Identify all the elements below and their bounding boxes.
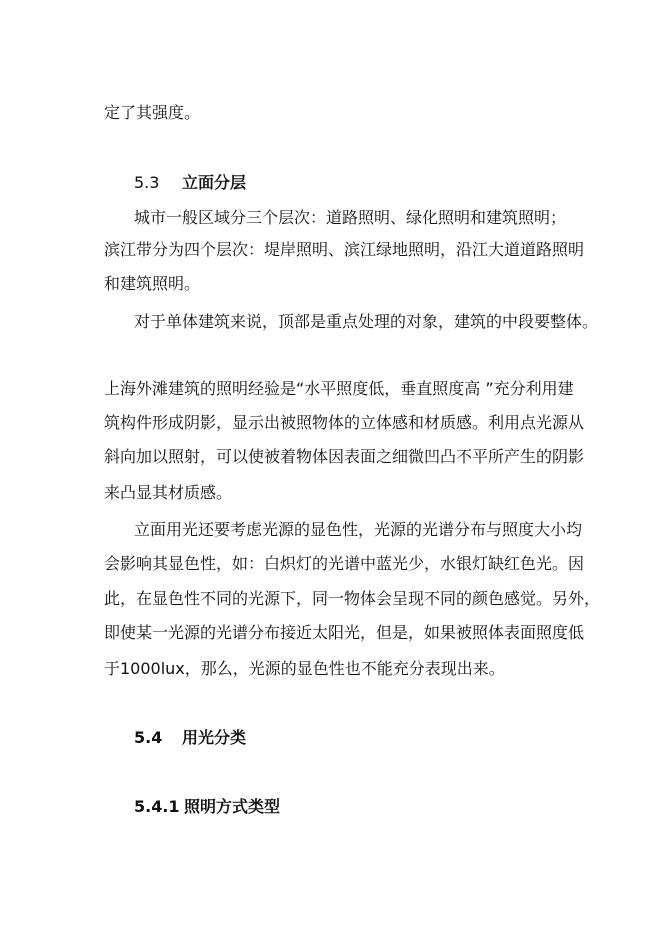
paragraph-line: 对于单体建筑来说，顶部是重点处理的对象，建筑的中段要整体。 — [134, 312, 599, 331]
paragraph-line: 和建筑照明。 — [104, 274, 201, 293]
section-number: 5.4.1 — [134, 797, 180, 816]
paragraph-line: 斜向加以照射，可以使被着物体因表面之细微凹凸不平所产生的阴影 — [104, 447, 585, 466]
section-heading-5-4 — [134, 728, 246, 748]
paragraph-line: 定了其强度。 — [104, 103, 201, 122]
paragraph-line: 滨江带分为四个层次：堤岸照明、滨江绿地照明，沿江大道道路照明 — [104, 240, 585, 259]
paragraph-line: 筑构件形成阴影，显示出被照物体的立体感和材质感。利用点光源从 — [104, 413, 585, 432]
section-heading-5-4-1 — [134, 797, 280, 817]
paragraph-line: 会影响其显色性，如：白炽灯的光谱中蓝光少，水银灯缺红色光。因 — [104, 554, 585, 573]
section-number: 5.3 — [134, 173, 160, 192]
section-title: 用光分类 — [182, 728, 247, 747]
paragraph-line: 城市一般区域分三个层次：道路照明、绿化照明和建筑照明； — [134, 208, 567, 227]
paragraph-line: 于1000lux，那么，光源的显色性也不能充分表现出来。 — [104, 659, 505, 678]
paragraph-line: 即使某一光源的光谱分布接近太阳光，但是，如果被照体表面照度低 — [104, 623, 585, 642]
section-heading-5-3 — [134, 173, 246, 193]
paragraph-line: 此，在显色性不同的光源下，同一物体会呈现不同的颜色感觉。另外， — [104, 589, 601, 608]
section-title: 照明方式类型 — [184, 797, 281, 816]
paragraph-line: 来凸显其材质感。 — [104, 483, 233, 502]
section-number: 5.4 — [134, 728, 163, 747]
paragraph-line: 上海外滩建筑的照明经验是“水平照度低，垂直照度高 ”充分利用建 — [104, 379, 574, 398]
paragraph-line: 立面用光还要考虑光源的显色性，光源的光谱分布与照度大小均 — [134, 520, 583, 539]
section-title: 立面分层 — [182, 173, 247, 192]
